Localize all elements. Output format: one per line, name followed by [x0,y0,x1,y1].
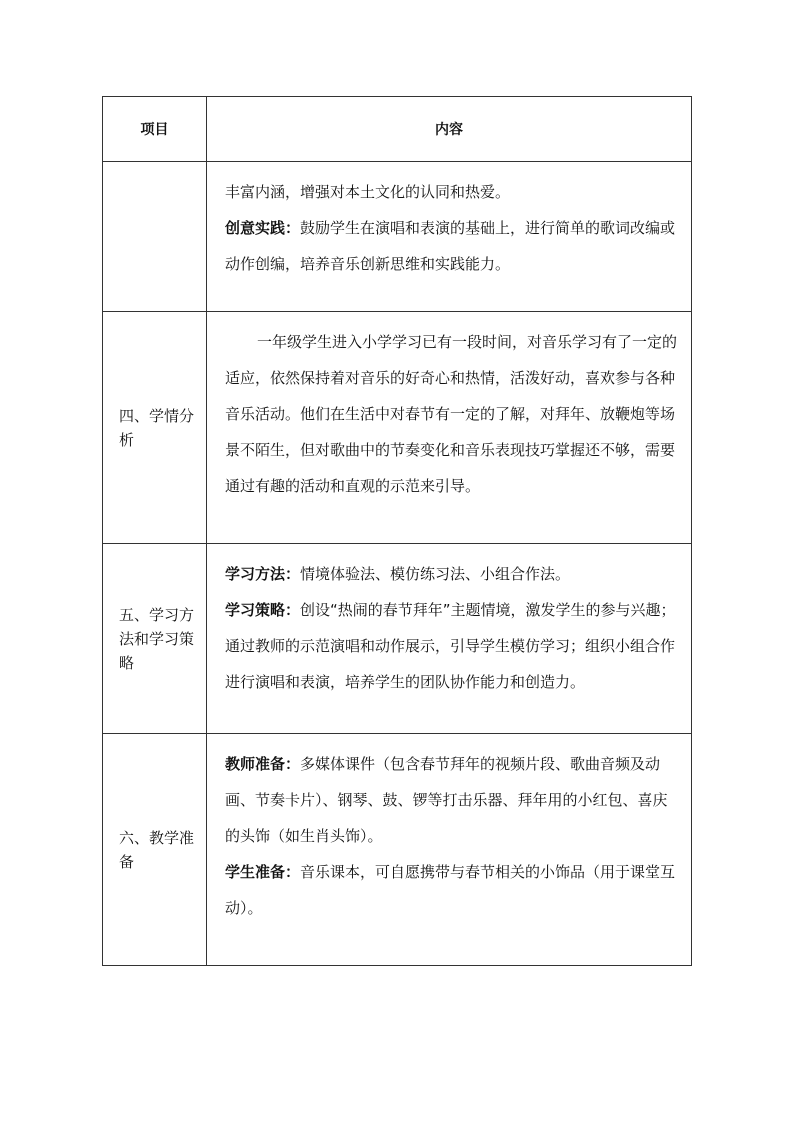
table-row [103,312,692,544]
row-label: 六、教学准备 [103,734,207,966]
content-paragraph [225,556,677,592]
paragraph-term: 学习策略： [225,601,301,619]
table-header-row [103,97,692,162]
content-paragraph [225,854,677,926]
paragraph-text: 鼓励学生在演唱和表演的基础上，进行简单的歌词改编或动作创编，培养音乐创新思维和实践能力。 [225,219,676,273]
row-label: 五、学习方法和学习策略 [103,544,207,734]
content-paragraph [225,174,677,210]
table-row [103,544,692,734]
row-label: 四、学情分析 [103,312,207,544]
content-paragraph [225,746,677,854]
paragraph-text: 情境体验法、模仿练习法、小组合作法。 [300,565,571,583]
row-content [207,162,692,312]
row-content [207,734,692,966]
paragraph-text: 一年级学生进入小学学习已有一段时间，对音乐学习有了一定的适应，依然保持着对音乐的好奇心和热情，活泼好动，喜欢参与各种音乐活动。他们在生活中对春节有一定的了解，对拜年、放鞭炮等场景不陌生，但对歌曲中的节奏变化和音乐表现技巧掌握还不够，需要通过有趣的活动和直观的示范来引导。 [225,333,678,495]
row-content [207,312,692,544]
paragraph-text: 多媒体课件（包含春节拜年的视频片段、歌曲音频及动画、节奏卡片）、钢琴、鼓、锣等打击乐器、拜年用的小红包、喜庆的头饰（如生肖头饰）。 [225,755,668,845]
content-paragraph [225,324,677,504]
paragraph-text: 创设“热闹的春节拜年”主题情境，激发学生的参与兴趣；通过教师的示范演唱和动作展示，引导学生模仿学习；组织小组合作进行演唱和表演，培养学生的团队协作能力和创造力。 [225,601,676,691]
table-row [103,162,692,312]
paragraph-term: 学生准备： [225,863,301,881]
content-paragraph [225,210,677,282]
row-content [207,544,692,734]
header-item: 项目 [103,97,207,162]
lesson-plan-table [102,96,692,966]
table-row [103,734,692,966]
paragraph-text: 丰富内涵，增强对本土文化的认同和热爱。 [225,183,511,201]
paragraph-term: 学习方法： [225,565,301,583]
paragraph-term: 创意实践： [225,219,301,237]
content-paragraph [225,592,677,700]
paragraph-text: 音乐课本，可自愿携带与春节相关的小饰品（用于课堂互动）。 [225,863,676,917]
paragraph-term: 教师准备： [225,755,301,773]
header-content: 内容 [207,97,692,162]
row-label [103,162,207,312]
